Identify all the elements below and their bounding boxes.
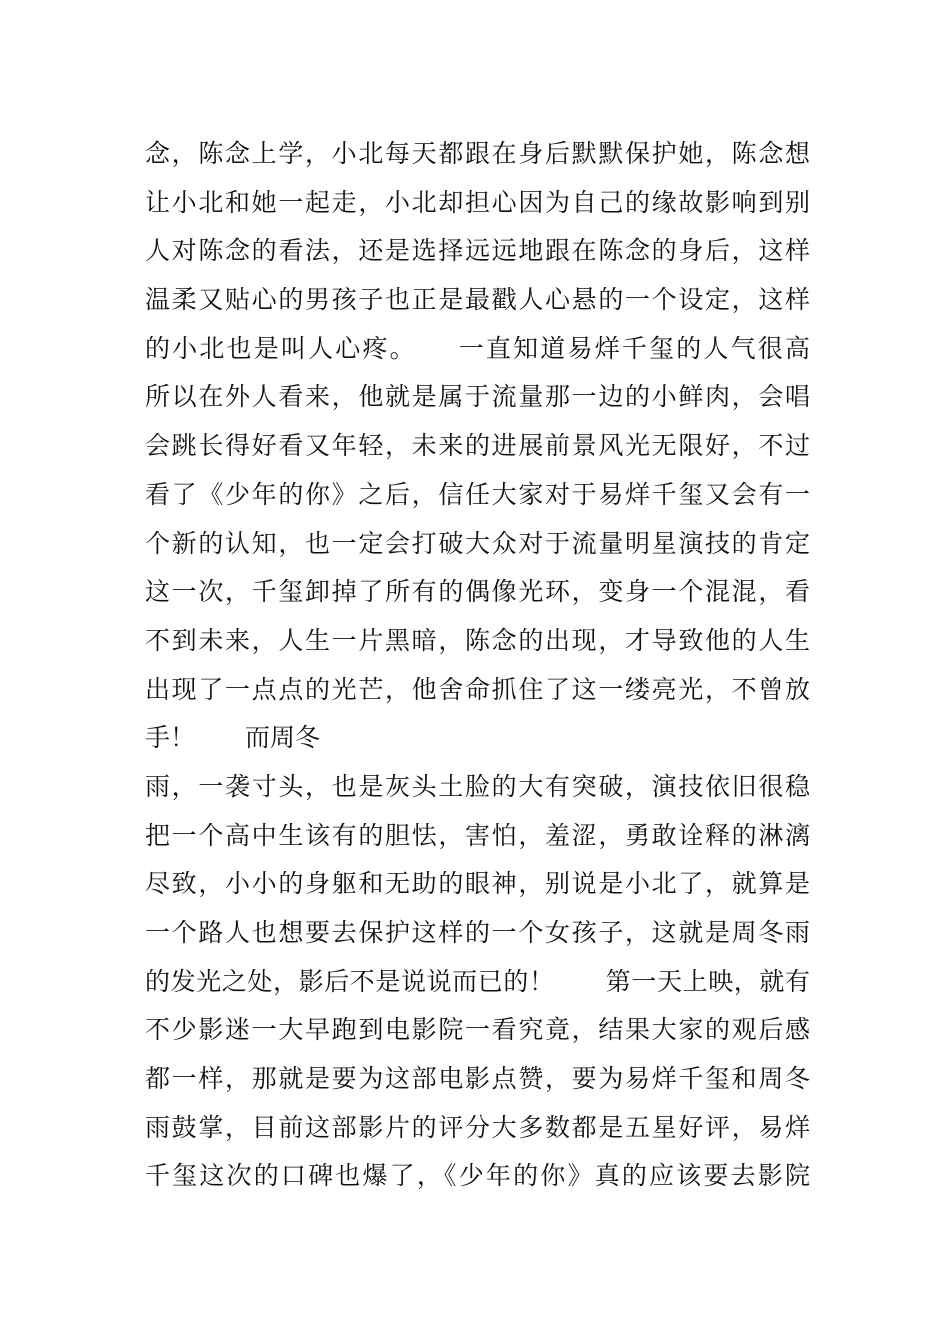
text-line: 念，陈念上学，小北每天都跟在身后默默保护她，陈念想 [145,139,810,168]
text-line: 尽致，小小的身躯和无助的眼神，别说是小北了，就算是 [145,869,810,899]
text-line: 让小北和她一起走，小北却担心因为自己的缘故影响到别 [145,187,810,217]
text-line: 一个路人也想要去保护这样的一个女孩子，这就是周冬雨 [145,918,810,947]
text-line: 所以在外人看来，他就是属于流量那一边的小鲜肉，会唱 [145,382,810,412]
text-line: 人对陈念的看法，还是选择远远地跟在陈念的身后，这样 [145,236,810,266]
text-line: 看了《少年的你》之后，信任大家对于易烊千玺又会有一 [145,479,810,509]
text-line: 会跳长得好看又年轻，未来的进展前景风光无限好，不过 [145,431,810,461]
text-line: 这一次，千玺卸掉了所有的偶像光环，变身一个混混，看 [145,577,810,607]
text-line: 雨鼓掌，目前这部影片的评分大多数都是五星好评，易烊 [145,1112,810,1142]
text-line: 温柔又贴心的男孩子也正是最戳人心悬的一个设定，这样 [145,285,810,315]
text-line: 把一个高中生该有的胆怯，害怕，羞涩，勇敢诠释的淋漓 [145,820,810,850]
text-line: 不少影迷一大早跑到电影院一看究竟，结果大家的观后感 [145,1015,810,1045]
text-line: 手！ 而周冬 [145,723,321,753]
text-line: 千玺这次的口碑也爆了，《少年的你》真的应该要去影院 [145,1161,810,1191]
text-line: 出现了一点点的光芒，他舍命抓住了这一缕亮光，不曾放 [145,674,810,704]
text-line: 都一样，那就是要为这部电影点赞，要为易烊千玺和周冬 [145,1064,810,1094]
text-line: 雨，一袭寸头，也是灰头土脸的大有突破，演技依旧很稳 [145,771,810,801]
body-text [145,130,810,1201]
text-line: 的发光之处，影后不是说说而已的！ 第一天上映，就有 [145,966,810,996]
text-line: 不到未来，人生一片黑暗，陈念的出现，才导致他的人生 [145,625,810,655]
text-line: 个新的认知，也一定会打破大众对于流量明星演技的肯定 [145,528,810,558]
text-line: 的小北也是叫人心疼。 一直知道易烊千玺的人气很高 [145,333,810,363]
